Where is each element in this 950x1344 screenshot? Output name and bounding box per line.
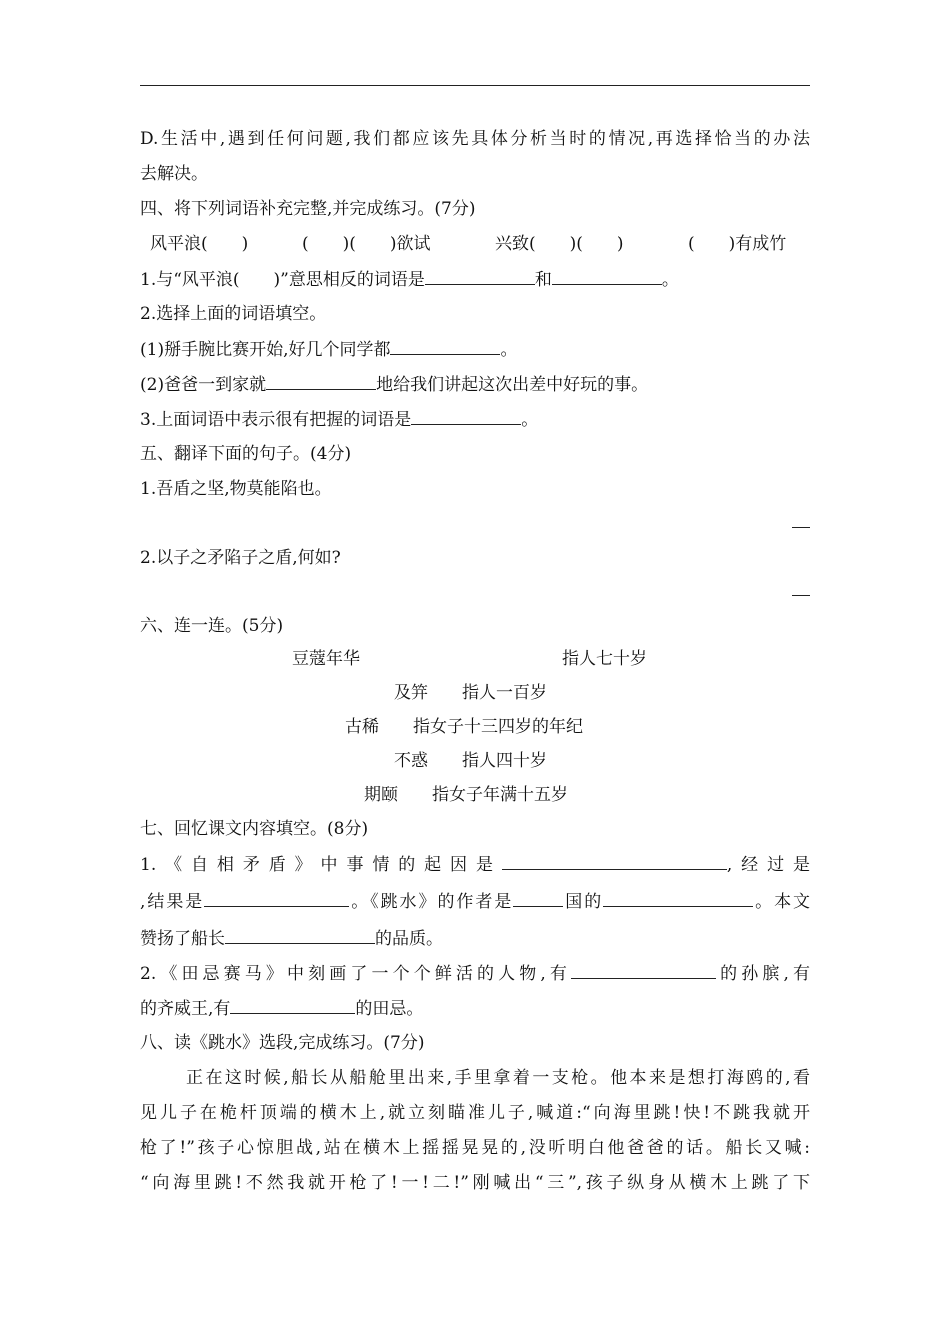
- passage-line-2: 见儿子在桅杆顶端的横木上,就立刻瞄准儿子,喊道:“向海里跳!快!不跳我就开: [140, 1103, 810, 1123]
- section7-q2-line2: 的齐威王,有 的田忌。: [140, 999, 424, 1019]
- section5-title: 五、翻译下面的句子。(4分): [140, 444, 352, 464]
- section4-q2-2: (2)爸爸一到家就 地给我们讲起这次出差中好玩的事。: [140, 375, 649, 395]
- answer-blank[interactable]: [425, 268, 535, 285]
- passage-line-3: 枪了!”孩子心惊胆战,站在横木上摇摇晃晃的,没听明白他爸爸的话。船长又喊:: [140, 1138, 810, 1158]
- section4-q2-1: (1)掰手腕比赛开始,好几个同学都 。: [140, 340, 518, 360]
- answer-blank[interactable]: [513, 890, 563, 907]
- answer-blank[interactable]: [603, 890, 753, 907]
- section8-title: 八、读《跳水》选段,完成练习。(7分): [140, 1033, 425, 1053]
- answer-blank[interactable]: [411, 408, 521, 425]
- section4-title: 四、将下列词语补充完整,并完成练习。(7分): [140, 199, 476, 219]
- section4-q3: 3.上面词语中表示很有把握的词语是 。: [140, 410, 539, 430]
- section7-q1-line3: 赞扬了船长 的品质。: [140, 929, 443, 949]
- section7-q1-line1: 1.《自相矛盾》中事情的起因是 ,经过是: [140, 855, 810, 875]
- passage-line-1: 正在这时候,船长从船舱里出来,手里拿着一支枪。他本来是想打海鸥的,看: [186, 1068, 810, 1088]
- option-d-line1: D.生活中,遇到任何问题,我们都应该先具体分析当时的情况,再选择恰当的办法: [140, 129, 810, 149]
- word-1: 风平浪( ): [150, 234, 249, 254]
- section4-q1: 1.与“风平浪( )”意思相反的词语是 和 。: [140, 270, 679, 290]
- section6-title: 六、连一连。(5分): [140, 616, 284, 636]
- section7-title: 七、回忆课文内容填空。(8分): [140, 819, 369, 839]
- word-3: 兴致( )( ): [495, 234, 624, 254]
- answer-line-end[interactable]: [792, 527, 810, 528]
- answer-line-end[interactable]: [792, 595, 810, 596]
- answer-blank[interactable]: [552, 268, 662, 285]
- header-rule: [140, 85, 810, 86]
- answer-blank[interactable]: [266, 373, 376, 390]
- answer-blank[interactable]: [225, 927, 375, 944]
- answer-blank[interactable]: [571, 962, 716, 979]
- answer-blank[interactable]: [230, 997, 355, 1014]
- word-2: ( )( )欲试: [302, 234, 431, 254]
- answer-blank[interactable]: [204, 890, 349, 907]
- passage-line-4: “向海里跳!不然我就开枪了!一!二!”刚喊出“三”,孩子纵身从横木上跳了下: [140, 1173, 810, 1193]
- section7-q1-line2: ,结果是 。《跳水》的作者是 国的 。本文: [140, 892, 811, 912]
- answer-blank[interactable]: [390, 338, 500, 355]
- section7-q2-line1: 2.《田忌赛马》中刻画了一个个鲜活的人物,有 的孙膑,有: [140, 964, 811, 984]
- section5-q1: 1.吾盾之坚,物莫能陷也。: [140, 479, 332, 499]
- answer-blank[interactable]: [502, 853, 727, 870]
- section5-q2: 2.以子之矛陷子之盾,何如?: [140, 548, 341, 568]
- option-d-line2: 去解决。: [140, 164, 208, 184]
- word-4: ( )有成竹: [688, 234, 787, 254]
- section4-q2: 2.选择上面的词语填空。: [140, 304, 327, 324]
